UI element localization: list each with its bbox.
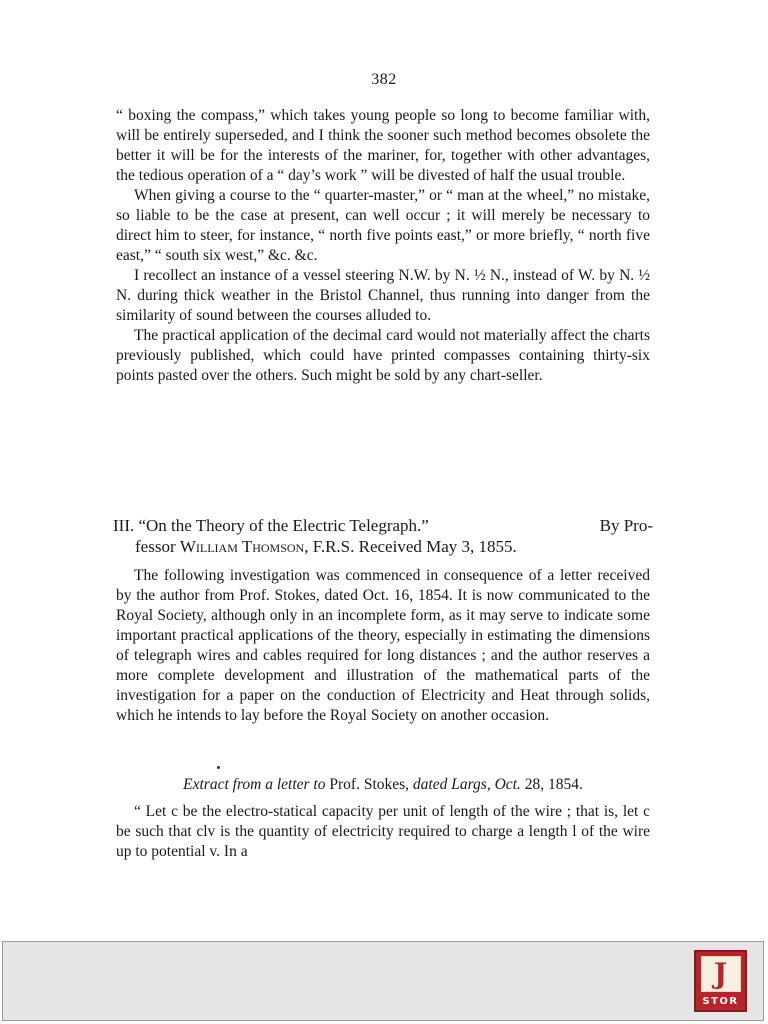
paragraph: “ Let c be the electro-statical capacity per unit of length of the wire ; that is, let c be such that clv is the quantity of electricity required to charge a length l of the wire up to potential v. In a — [116, 803, 650, 860]
extract-lead: Extract from a letter to — [183, 776, 326, 793]
ink-dot — [217, 766, 220, 769]
section-title-text: “On the Theory of the Electric Telegraph.” — [138, 516, 429, 535]
paragraph: “ boxing the compass,” which takes young people so long to become familiar with, will be entirely superseded, and I think the sooner such method becomes obsolete the better it will be for the interests of the mariner, for, together with other advantages, the tedious operation of a “ day’s work ” will be divested of half the usual trouble. — [116, 107, 650, 184]
section-heading — [113, 515, 653, 557]
page-number: 382 — [371, 71, 397, 88]
extract-dated: dated Largs, Oct. — [412, 776, 521, 793]
extract-body — [116, 802, 650, 862]
section-received: , F.R.S. Received May 3, 1855. — [304, 537, 517, 556]
extract-date: 28, 1854. — [524, 776, 583, 793]
jstor-wordmark: STOR — [702, 995, 739, 1007]
paragraph: I recollect an instance of a vessel steering N.W. by N. ½ N., instead of W. by N. ½ N. during thick weather in the Bristol Channel, thus running into danger from the similarity of sound between the courses alluded to. — [116, 267, 650, 324]
viewer-footer — [2, 941, 764, 1021]
jstor-logo[interactable] — [694, 950, 747, 1012]
author-name: William Thomson — [179, 537, 305, 556]
section-numeral: III. — [113, 516, 135, 535]
extract-heading — [116, 775, 650, 795]
paragraph: The following investigation was commenced in consequence of a letter received by the author from Prof. Stokes, dated Oct. 16, 1854. It is now communicated to the Royal Society, although only in an incomplete form, as it may serve to indicate some important practical applications of the theory, especially in estimating the dimensions of telegraph wires and cables required for long distances ; and the author reserves a more complete development and illustration of the mathematical parts of the investigation for a paper on the conduction of Electricity and Heat through solids, which he intends to lay before the Royal Society on another occasion. — [116, 567, 650, 724]
body-text — [116, 106, 650, 386]
section-by: By Pro- — [599, 516, 653, 535]
section-body — [116, 566, 650, 726]
jstor-j-icon: J — [701, 956, 741, 992]
paragraph: When giving a course to the “ quarter-master,” or “ man at the wheel,” no mistake, so liable to be the case at present, can well occur ; it will merely be necessary to direct him to steer, for instance, “ north five points east,” or more briefly, “ north five east,” “ south six west,” &c. &c. — [116, 187, 650, 264]
paragraph: The practical application of the decimal card would not materially affect the charts previously published, which could have printed compasses containing thirty-six points pasted over the others. Such might be sold by any chart-seller. — [116, 327, 650, 384]
section-byline-prefix: fessor — [135, 537, 176, 556]
extract-recipient: Prof. Stokes, — [329, 776, 410, 793]
